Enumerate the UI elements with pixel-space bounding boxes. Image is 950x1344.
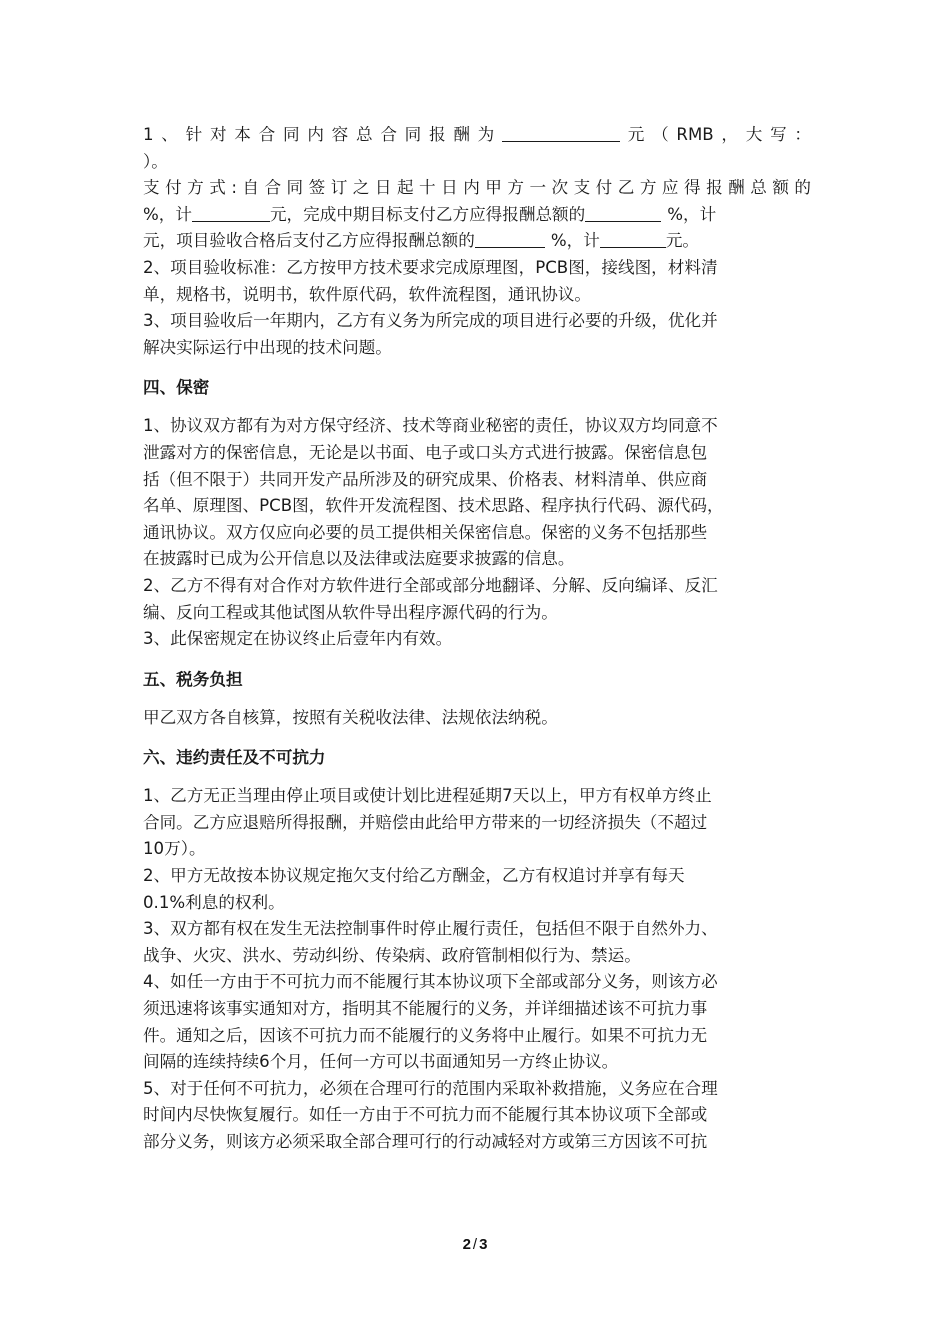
paragraph-line: 3、此保密规定在协议终止后壹年内有效。: [143, 629, 453, 649]
paragraph-line: 通讯协议。双方仅应向必要的员工提供相关保密信息。保密的义务不包括那些: [143, 522, 708, 542]
paragraph-line: 括（但不限于）共同开发产品所涉及的研究成果、价格表、材料清单、供应商: [143, 469, 708, 489]
document-body: [143, 122, 811, 1156]
payment-line-8: 3、项目验收后一年期内，乙方有义务为所完成的项目进行必要的升级，优化并: [143, 311, 718, 331]
section-confidentiality: [143, 413, 811, 652]
paragraph-line: 3、双方都有权在发生无法控制事件时停止履行责任，包括但不限于自然外力、: [143, 919, 718, 939]
paragraph-line: 间隔的连续持续6个月，任何一方可以书面通知另一方终止协议。: [143, 1052, 619, 1072]
blank-final-percent: [475, 230, 545, 248]
total-page-count: 3: [479, 1236, 488, 1253]
payment-line-9: 解决实际运行中出现的技术问题。: [143, 337, 392, 357]
paragraph-line: 1、乙方无正当理由停止项目或使计划比进程延期7天以上，甲方有权单方终止: [143, 786, 712, 806]
blank-total-amount: [502, 124, 620, 142]
paragraph-line: 须迅速将该事实通知对方，指明其不能履行的义务，并详细描述该不可抗力事: [143, 999, 708, 1019]
paragraph-line: 部分义务，则该方必须采取全部合理可行的行动减轻对方或第三方因该不可抗: [143, 1132, 708, 1151]
section-tax: [143, 705, 811, 732]
payment-text: %，计: [143, 204, 192, 224]
section-heading-tax: 五、税务负担: [143, 669, 243, 689]
blank-first-amount: [192, 204, 270, 222]
paragraph-line: 10万）。: [143, 839, 206, 859]
page-number: [0, 1236, 950, 1253]
paragraph-line: 在披露时已成为公开信息以及法律或法庭要求披露的信息。: [143, 549, 575, 569]
paragraph-line: 5、对于任何不可抗力，必须在合理可行的范围内采取补救措施，义务应在合理: [143, 1078, 718, 1098]
paragraph-line: 编、反向工程或其他试图从软件导出程序源代码的行为。: [143, 602, 558, 622]
payment-line-7: 单，规格书，说明书，软件原代码，软件流程图，通讯协议。: [143, 284, 592, 304]
payment-line-1: [143, 122, 811, 149]
payment-text: 元，项目验收合格后支付乙方应得报酬总额的: [143, 231, 475, 251]
paragraph-line: 2、乙方不得有对合作对方软件进行全部或部分地翻译、分解、反向编译、反汇: [143, 575, 718, 595]
paragraph-line: 0.1%利息的权利。: [143, 892, 285, 912]
paragraph-line: 泄露对方的保密信息，无论是以书面、电子或口头方式进行披露。保密信息包: [143, 442, 708, 462]
payment-line-2: ）。: [143, 151, 168, 171]
paragraph-line: 甲乙双方各自核算，按照有关税收法律、法规依法纳税。: [143, 707, 558, 727]
section-heading-confidentiality: 四、保密: [143, 378, 210, 398]
paragraph-line: 1、协议双方都有为对方保守经济、技术等商业秘密的责任，协议双方均同意不: [143, 416, 718, 436]
payment-line-6: 2、项目验收标准：乙方按甲方技术要求完成原理图，PCB图，接线图，材料清: [143, 257, 718, 277]
paragraph-line: 名单、原理图、PCB图，软件开发流程图、技术思路、程序执行代码、源代码，: [143, 496, 724, 516]
payment-line-3: 支付方式:自合同签订之日起十日内甲方一次支付乙方应得报酬总额的: [143, 178, 811, 198]
paragraph-line: 合同。乙方应退赔所得报酬，并赔偿由此给甲方带来的一切经济损失（不超过: [143, 812, 708, 832]
page-number-separator: /: [472, 1236, 478, 1253]
payment-text: 元，完成中期目标支付乙方应得报酬总额的: [269, 204, 586, 224]
blank-mid-percent: [585, 204, 661, 222]
payment-line-5: [143, 228, 811, 255]
current-page-number: 2: [462, 1236, 471, 1253]
section-heading-liability: 六、违约责任及不可抗力: [143, 748, 326, 768]
paragraph-line: 战争、火灾、洪水、劳动纠纷、传染病、政府管制相似行为、禁运。: [143, 945, 641, 965]
paragraph-line: 4、如任一方由于不可抗力而不能履行其本协议项下全部或部分义务，则该方必: [143, 972, 718, 992]
payment-text: %，计: [667, 204, 717, 224]
paragraph-line: 件。通知之后，因该不可抗力而不能履行的义务将中止履行。如果不可抗力无: [143, 1025, 708, 1045]
paragraph-line: 2、甲方无故按本协议规定拖欠支付给乙方酬金，乙方有权追讨并享有每天: [143, 866, 685, 886]
blank-final-amount: [600, 230, 666, 248]
section-liability: [143, 783, 811, 1155]
paragraph-line: 时间内尽快恢复履行。如任一方由于不可抗力而不能履行其本协议项下全部或: [143, 1105, 708, 1125]
payment-text: %，计: [550, 231, 600, 251]
payment-text: 元。: [665, 231, 700, 251]
payment-text: 元（RMB，大写：: [620, 125, 811, 144]
payment-line-4: [143, 202, 811, 229]
payment-text: 1、针对本合同内容总合同报酬为: [143, 125, 503, 144]
